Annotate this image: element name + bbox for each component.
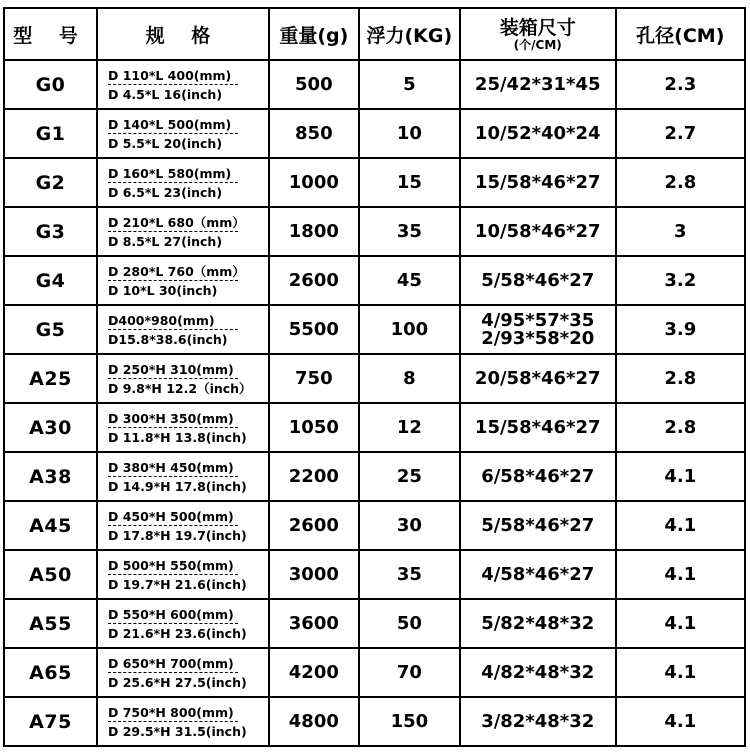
cell-buoyancy — [359, 305, 460, 354]
cell-spec — [97, 550, 269, 599]
spec-inch-value: D 29.5*H 31.5(inch) — [108, 723, 247, 739]
header-spec — [97, 8, 269, 60]
cell-model — [4, 60, 97, 109]
cell-weight — [269, 158, 359, 207]
model-value: G2 — [35, 171, 66, 194]
cell-model — [4, 550, 97, 599]
cell-buoyancy — [359, 60, 460, 109]
model-value: A65 — [29, 661, 72, 684]
buoyancy-value: 50 — [396, 613, 422, 634]
cell-weight — [269, 697, 359, 746]
cell-spec — [97, 207, 269, 256]
hole-value: 4.1 — [664, 564, 697, 585]
spec-mm-value: D 500*H 550(mm) — [108, 558, 238, 575]
cell-packing — [460, 550, 616, 599]
cell-buoyancy — [359, 354, 460, 403]
header-model — [4, 8, 97, 60]
buoyancy-value: 35 — [396, 221, 422, 242]
packing-value: 20/58*46*27 — [474, 367, 601, 389]
cell-spec — [97, 648, 269, 697]
header-packing-unit: (个/CM) — [513, 37, 562, 52]
packing-value: 4/95*57*35 — [481, 309, 595, 331]
spec-mm-value: D 450*H 500(mm) — [108, 509, 238, 526]
product-spec-table — [3, 7, 746, 747]
model-value: A30 — [29, 416, 72, 439]
cell-weight — [269, 550, 359, 599]
hole-value: 4.1 — [664, 711, 697, 732]
cell-packing — [460, 697, 616, 746]
header-weight-label: 重量(g) — [279, 24, 349, 47]
cell-hole — [616, 403, 745, 452]
hole-value: 2.8 — [664, 368, 697, 389]
table-body — [4, 60, 745, 746]
table-row — [4, 207, 745, 256]
cell-buoyancy — [359, 501, 460, 550]
table-row — [4, 550, 745, 599]
spec-inch-value: D 9.8*H 12.2（inch） — [108, 380, 252, 396]
header-packing — [460, 8, 616, 60]
cell-model — [4, 109, 97, 158]
buoyancy-value: 30 — [396, 515, 422, 536]
buoyancy-value: 8 — [403, 368, 416, 389]
spec-mm-value: D400*980(mm) — [108, 313, 238, 330]
model-value: G5 — [35, 318, 66, 341]
table-header — [4, 8, 745, 60]
table-row — [4, 305, 745, 354]
cell-buoyancy — [359, 599, 460, 648]
header-buoyancy-label: 浮力(KG) — [366, 24, 453, 47]
cell-model — [4, 697, 97, 746]
cell-weight — [269, 452, 359, 501]
packing-value: 5/58*46*27 — [481, 514, 595, 536]
cell-hole — [616, 550, 745, 599]
cell-hole — [616, 648, 745, 697]
spec-inch-value: D 19.7*H 21.6(inch) — [108, 576, 247, 592]
table-row — [4, 648, 745, 697]
cell-packing — [460, 599, 616, 648]
header-spec-label: 规 格 — [145, 24, 221, 47]
cell-buoyancy — [359, 550, 460, 599]
buoyancy-value: 70 — [396, 662, 422, 683]
packing-value: 25/42*31*45 — [474, 73, 601, 95]
spec-inch-value: D15.8*38.6(inch) — [108, 331, 228, 347]
spec-mm-value: D 750*H 800(mm) — [108, 705, 238, 722]
packing-value: 15/58*46*27 — [474, 171, 601, 193]
cell-weight — [269, 305, 359, 354]
table-row — [4, 60, 745, 109]
packing-value: 4/82*48*32 — [481, 661, 595, 683]
buoyancy-value: 25 — [396, 466, 422, 487]
weight-value: 3000 — [288, 564, 339, 585]
spec-mm-value: D 280*L 760（mm） — [108, 263, 245, 279]
spec-inch-value: D 17.8*H 19.7(inch) — [108, 527, 247, 543]
model-value: A38 — [29, 465, 72, 488]
cell-model — [4, 403, 97, 452]
cell-hole — [616, 501, 745, 550]
hole-value: 2.7 — [664, 123, 697, 144]
weight-value: 2600 — [288, 515, 339, 536]
model-value: A75 — [29, 710, 72, 733]
hole-value: 2.8 — [664, 172, 697, 193]
cell-model — [4, 648, 97, 697]
spec-mm-value: D 140*L 500(mm) — [108, 117, 238, 134]
cell-packing — [460, 256, 616, 305]
cell-model — [4, 158, 97, 207]
cell-spec — [97, 305, 269, 354]
cell-weight — [269, 109, 359, 158]
spec-inch-value: D 14.9*H 17.8(inch) — [108, 478, 247, 494]
table-row — [4, 256, 745, 305]
cell-spec — [97, 501, 269, 550]
spec-inch-value: D 4.5*L 16(inch) — [108, 86, 223, 102]
spec-table-container — [3, 7, 746, 747]
table-row — [4, 109, 745, 158]
cell-spec — [97, 452, 269, 501]
model-value: A45 — [29, 514, 72, 537]
spec-mm-value: D 210*L 680（mm） — [108, 214, 245, 230]
buoyancy-value: 5 — [403, 74, 416, 95]
cell-spec — [97, 697, 269, 746]
packing-value: 6/58*46*27 — [481, 465, 595, 487]
hole-value: 2.3 — [664, 74, 697, 95]
hole-value: 3.9 — [664, 319, 697, 340]
cell-hole — [616, 60, 745, 109]
model-value: G0 — [35, 73, 66, 96]
table-row — [4, 354, 745, 403]
cell-hole — [616, 158, 745, 207]
table-row — [4, 403, 745, 452]
buoyancy-value: 150 — [390, 711, 429, 732]
hole-value: 4.1 — [664, 466, 697, 487]
cell-weight — [269, 403, 359, 452]
model-value: A55 — [29, 612, 72, 635]
cell-buoyancy — [359, 109, 460, 158]
cell-spec — [97, 158, 269, 207]
buoyancy-value: 45 — [396, 270, 422, 291]
cell-weight — [269, 207, 359, 256]
cell-model — [4, 452, 97, 501]
spec-mm-value: D 300*H 350(mm) — [108, 411, 238, 428]
packing-value: 4/58*46*27 — [481, 563, 595, 585]
header-row — [4, 8, 745, 60]
cell-packing — [460, 501, 616, 550]
header-packing-label: 装箱尺寸 — [499, 16, 576, 39]
cell-packing — [460, 60, 616, 109]
weight-value: 850 — [295, 123, 333, 144]
header-buoyancy — [359, 8, 460, 60]
cell-hole — [616, 207, 745, 256]
weight-value: 500 — [295, 74, 333, 95]
cell-spec — [97, 256, 269, 305]
spec-inch-value: D 11.8*H 13.8(inch) — [108, 429, 247, 445]
weight-value: 4200 — [288, 662, 339, 683]
spec-inch-value: D 6.5*L 23(inch) — [108, 184, 223, 200]
spec-inch-value: D 10*L 30(inch) — [108, 282, 218, 298]
table-row — [4, 599, 745, 648]
buoyancy-value: 12 — [396, 417, 422, 438]
weight-value: 750 — [295, 368, 333, 389]
table-row — [4, 501, 745, 550]
weight-value: 1050 — [288, 417, 339, 438]
cell-packing — [460, 305, 616, 354]
spec-mm-value: D 110*L 400(mm) — [108, 68, 238, 85]
cell-spec — [97, 403, 269, 452]
cell-model — [4, 599, 97, 648]
cell-model — [4, 207, 97, 256]
spec-mm-value: D 650*H 700(mm) — [108, 656, 238, 673]
cell-hole — [616, 599, 745, 648]
packing-value: 2/93*58*20 — [481, 327, 595, 349]
cell-model — [4, 354, 97, 403]
cell-hole — [616, 452, 745, 501]
weight-value: 2200 — [288, 466, 339, 487]
header-hole-label: 孔径(CM) — [636, 24, 725, 47]
hole-value: 4.1 — [664, 662, 697, 683]
cell-buoyancy — [359, 256, 460, 305]
spec-inch-value: D 5.5*L 20(inch) — [108, 135, 223, 151]
cell-packing — [460, 109, 616, 158]
cell-packing — [460, 354, 616, 403]
hole-value: 4.1 — [664, 515, 697, 536]
model-value: G3 — [35, 220, 66, 243]
hole-value: 4.1 — [664, 613, 697, 634]
weight-value: 2600 — [288, 270, 339, 291]
buoyancy-value: 100 — [390, 319, 429, 340]
weight-value: 1800 — [288, 221, 339, 242]
model-value: G1 — [35, 122, 66, 145]
cell-hole — [616, 256, 745, 305]
weight-value: 3600 — [288, 613, 339, 634]
cell-weight — [269, 648, 359, 697]
spec-inch-value: D 21.6*H 23.6(inch) — [108, 625, 247, 641]
cell-buoyancy — [359, 158, 460, 207]
cell-spec — [97, 354, 269, 403]
cell-buoyancy — [359, 403, 460, 452]
cell-packing — [460, 452, 616, 501]
packing-value: 5/82*48*32 — [481, 612, 595, 634]
cell-spec — [97, 599, 269, 648]
cell-model — [4, 305, 97, 354]
packing-value: 5/58*46*27 — [481, 269, 595, 291]
cell-packing — [460, 207, 616, 256]
packing-value: 15/58*46*27 — [474, 416, 601, 438]
cell-model — [4, 256, 97, 305]
model-value: A25 — [29, 367, 72, 390]
cell-buoyancy — [359, 207, 460, 256]
hole-value: 3.2 — [664, 270, 697, 291]
spec-mm-value: D 380*H 450(mm) — [108, 460, 238, 477]
header-model-label: 型 号 — [13, 24, 88, 47]
cell-weight — [269, 256, 359, 305]
packing-value: 3/82*48*32 — [481, 710, 595, 732]
buoyancy-value: 10 — [396, 123, 422, 144]
spec-mm-value: D 160*L 580(mm) — [108, 166, 238, 183]
cell-packing — [460, 158, 616, 207]
table-row — [4, 452, 745, 501]
table-row — [4, 158, 745, 207]
cell-hole — [616, 354, 745, 403]
cell-weight — [269, 599, 359, 648]
hole-value: 3 — [674, 221, 687, 242]
hole-value: 2.8 — [664, 417, 697, 438]
cell-hole — [616, 305, 745, 354]
header-weight — [269, 8, 359, 60]
model-value: G4 — [35, 269, 66, 292]
spec-mm-value: D 250*H 310(mm) — [108, 362, 238, 379]
table-row — [4, 697, 745, 746]
cell-hole — [616, 109, 745, 158]
buoyancy-value: 15 — [396, 172, 422, 193]
spec-inch-value: D 25.6*H 27.5(inch) — [108, 674, 247, 690]
cell-spec — [97, 60, 269, 109]
weight-value: 4800 — [288, 711, 339, 732]
cell-weight — [269, 354, 359, 403]
spec-mm-value: D 550*H 600(mm) — [108, 607, 238, 624]
model-value: A50 — [29, 563, 72, 586]
spec-inch-value: D 8.5*L 27(inch) — [108, 233, 223, 249]
cell-buoyancy — [359, 452, 460, 501]
cell-weight — [269, 501, 359, 550]
cell-model — [4, 501, 97, 550]
cell-packing — [460, 648, 616, 697]
cell-buoyancy — [359, 648, 460, 697]
weight-value: 5500 — [288, 319, 339, 340]
cell-weight — [269, 60, 359, 109]
packing-value: 10/52*40*24 — [474, 122, 601, 144]
header-hole — [616, 8, 745, 60]
cell-spec — [97, 109, 269, 158]
cell-packing — [460, 403, 616, 452]
packing-value: 10/58*46*27 — [474, 220, 601, 242]
buoyancy-value: 35 — [396, 564, 422, 585]
weight-value: 1000 — [288, 172, 339, 193]
cell-hole — [616, 697, 745, 746]
cell-buoyancy — [359, 697, 460, 746]
